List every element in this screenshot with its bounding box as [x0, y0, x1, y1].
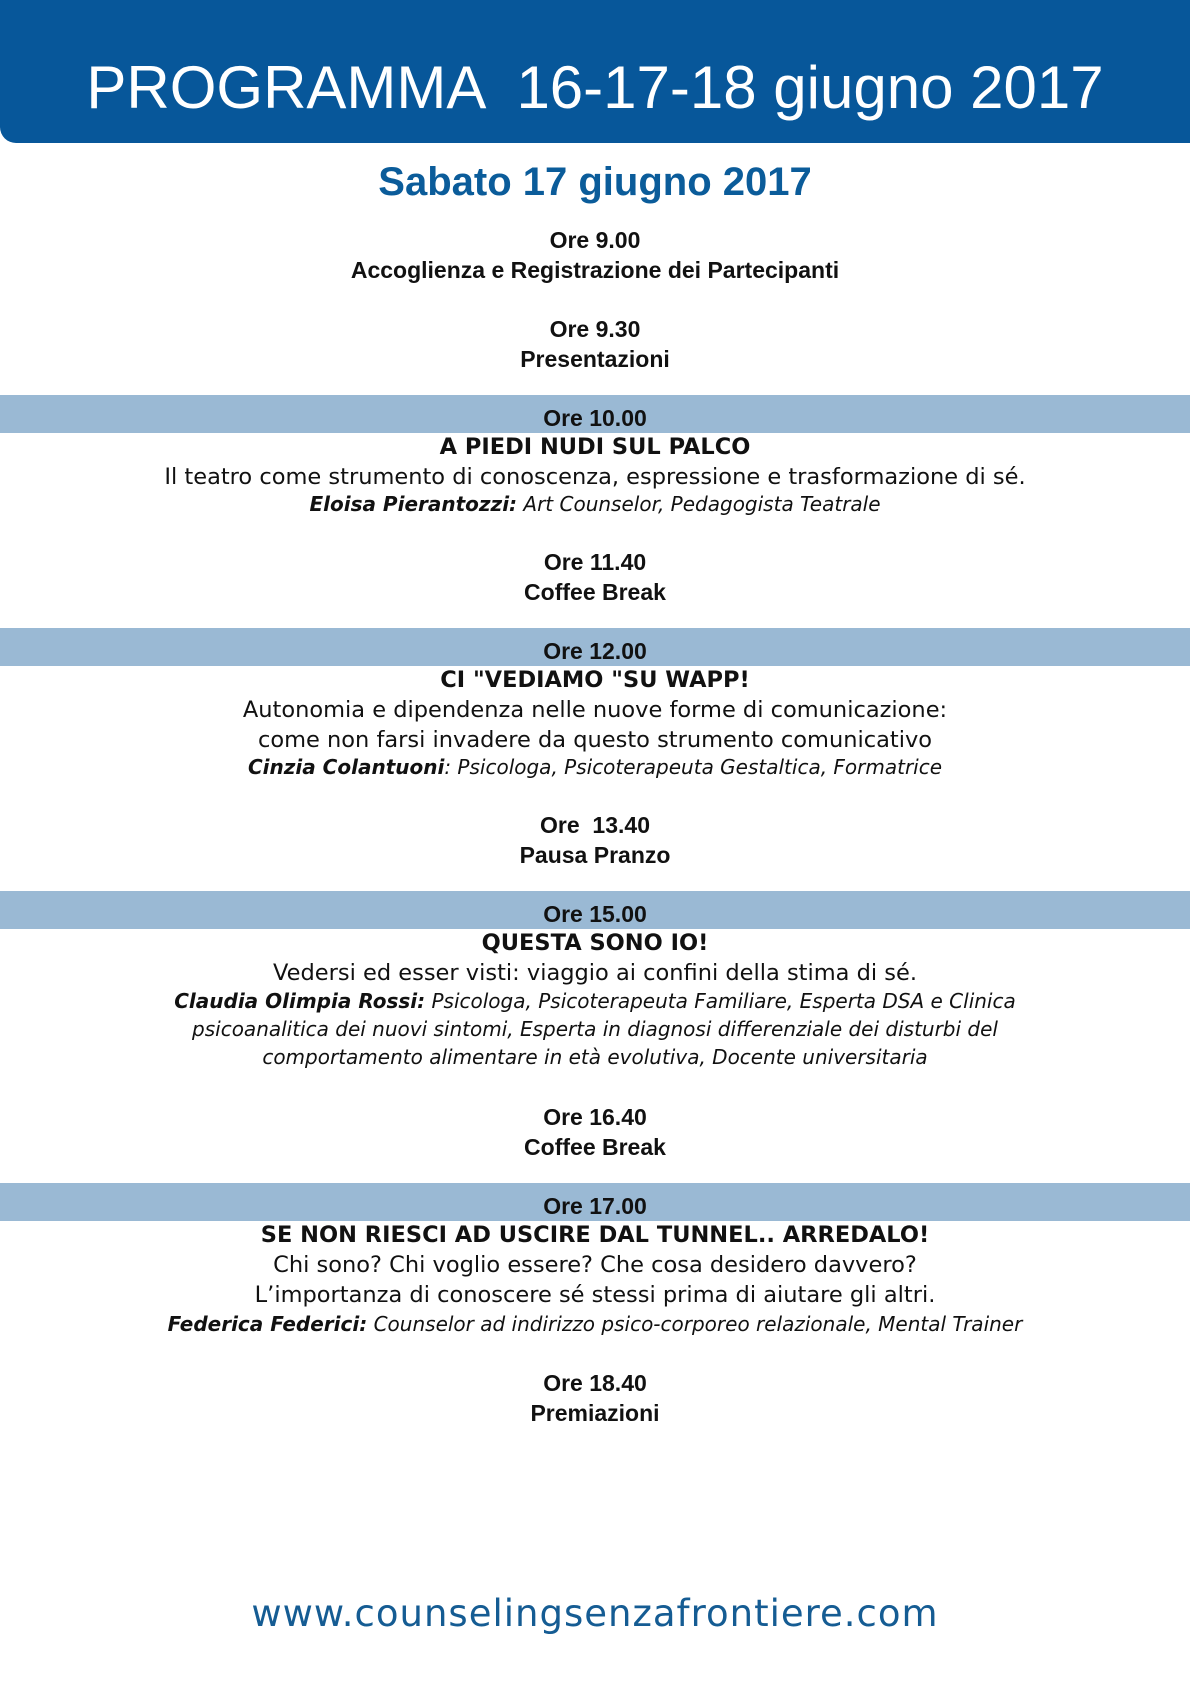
session-description: Il teatro come strumento di conoscenza, espressione e trasformazione di sé. [164, 464, 1026, 490]
session-time: Ore 15.00 [543, 901, 647, 927]
session-speaker [0, 1309, 1190, 1339]
session-title: SE NON RIESCI AD USCIRE DAL TUNNEL.. ARREDALO! [260, 1222, 930, 1248]
speaker-role: Art Counselor, Pedagogista Teatrale [517, 492, 881, 516]
item-time: Ore 18.40 [543, 1370, 647, 1396]
item-label: Presentazioni [520, 346, 670, 372]
session-speaker-cont: comportamento alimentare in età evolutiva, Docente universitaria [262, 1045, 928, 1069]
item-time: Ore 13.40 [540, 812, 650, 838]
item-label: Accoglienza e Registrazione dei Partecipanti [350, 257, 840, 283]
session-time: Ore 10.00 [543, 405, 647, 431]
day-title: Sabato 17 giugno 2017 [378, 160, 812, 204]
session-speaker [0, 489, 1190, 519]
item-time: Ore 16.40 [543, 1104, 647, 1130]
speaker-role: Counselor ad indirizzo psico-corporeo relazionale, Mental Trainer [367, 1312, 1023, 1336]
speaker-role: : Psicologa, Psicoterapeuta Gestaltica, Formatrice [444, 755, 943, 779]
session-description: come non farsi invadere da questo strumento comunicativo [257, 727, 933, 753]
speaker-role: Psicologa, Psicoterapeuta Familiare, Esperta DSA e Clinica [425, 989, 1016, 1013]
session-title: A PIEDI NUDI SUL PALCO [439, 434, 751, 460]
session-speaker-cont: psicoanalitica dei nuovi sintomi, Esperta in diagnosi differenziale dei disturbi del [192, 1017, 998, 1041]
session-title: CI "VEDIAMO "SU WAPP! [440, 667, 750, 693]
session-title: QUESTA SONO IO! [481, 930, 709, 956]
session-speaker [0, 752, 1190, 782]
item-time: Ore 9.00 [549, 227, 641, 253]
item-time: Ore 9.30 [549, 316, 641, 342]
item-label: Pausa Pranzo [519, 842, 671, 868]
session-description: L’importanza di conoscere sé stessi prima di aiutare gli altri. [254, 1282, 936, 1308]
session-description: Chi sono? Chi voglio essere? Che cosa desidero davvero? [273, 1252, 917, 1278]
item-label: Coffee Break [524, 1134, 666, 1160]
session-speaker [0, 986, 1190, 1016]
session-description: Vedersi ed esser visti: viaggio ai confini della stima di sé. [272, 960, 918, 986]
session-description: Autonomia e dipendenza nelle nuove forme di comunicazione: [242, 697, 948, 723]
session-time: Ore 17.00 [543, 1193, 647, 1219]
session-time: Ore 12.00 [543, 638, 647, 664]
page-title: PROGRAMMA 16-17-18 giugno 2017 [86, 54, 1104, 121]
item-label: Coffee Break [524, 579, 666, 605]
speaker-name: Cinzia Colantuoni [247, 755, 445, 779]
item-time: Ore 11.40 [543, 549, 647, 575]
item-label: Premiazioni [530, 1400, 660, 1426]
speaker-name: Federica Federici: [167, 1312, 368, 1336]
website-link[interactable]: www.counselingsenzafrontiere.com [251, 1592, 939, 1635]
speaker-name: Eloisa Pierantozzi: [309, 492, 518, 516]
speaker-name: Claudia Olimpia Rossi: [174, 989, 426, 1013]
